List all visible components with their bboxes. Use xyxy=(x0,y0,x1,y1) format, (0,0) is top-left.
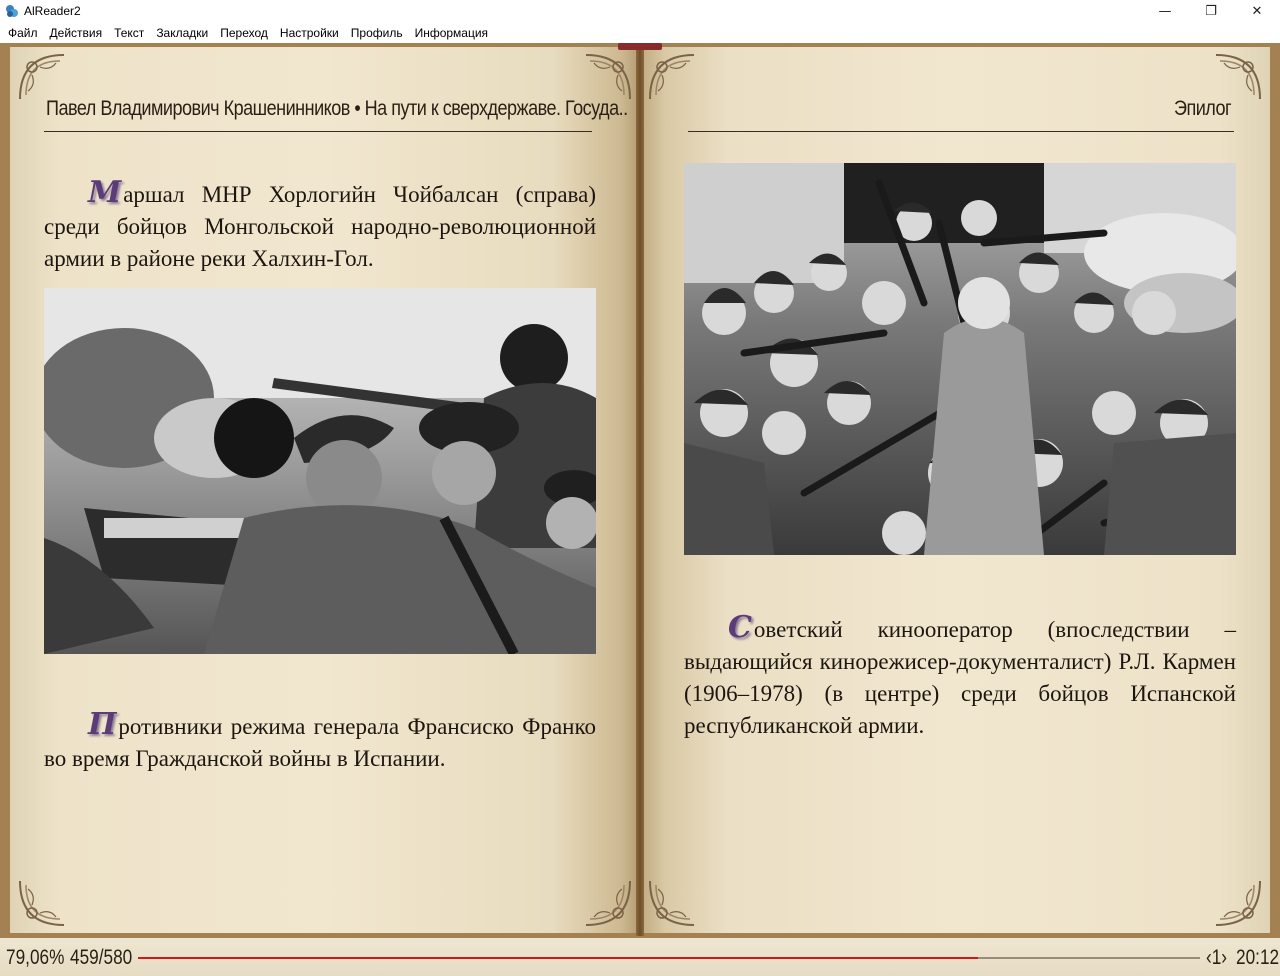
menu-file[interactable]: Файл xyxy=(8,25,38,40)
reading-progress-bar[interactable] xyxy=(138,957,1200,959)
ornament-corner-icon xyxy=(582,51,634,103)
drop-cap: С xyxy=(728,610,752,645)
paragraph-text: ротивники режима генерала Франсиско Франко во время Гражданской войны в Испании. xyxy=(44,714,596,771)
menu-bookmarks[interactable]: Закладки xyxy=(156,25,209,40)
minimize-button[interactable]: — xyxy=(1158,3,1172,19)
paragraph-text: оветский кинооператор (впоследствии – выдающийся кинорежисер-документалист) Р.Л. Кармен (1906–1978) (в центре) среди бойцов Испанской республиканской армии. xyxy=(684,617,1236,738)
maximize-button[interactable]: ❐ xyxy=(1205,3,1217,19)
ornament-corner-icon xyxy=(646,877,698,929)
menu-info[interactable]: Информация xyxy=(414,25,489,40)
bookmark-ribbon xyxy=(618,43,662,50)
clock: 20:12 xyxy=(1236,946,1280,969)
header-rule xyxy=(44,131,592,132)
left-page[interactable] xyxy=(10,47,640,933)
menu-actions[interactable]: Действия xyxy=(49,25,103,40)
book-spine xyxy=(636,43,644,936)
drop-cap: М xyxy=(88,175,122,210)
window-title: AlReader2 xyxy=(24,4,81,18)
paragraph-caption-karmen xyxy=(684,612,1236,742)
menu-navigate[interactable]: Переход xyxy=(220,25,268,40)
ornament-corner-icon xyxy=(16,51,68,103)
reading-percent: 79,06% xyxy=(6,946,65,969)
running-head-chapter: Эпилог xyxy=(1174,97,1232,120)
paragraph-text: аршал МНР Хорлогийн Чойбалсан (справа) среди бойцов Монгольской народно-революционной армии в районе реки Халхин-Гол. xyxy=(44,182,596,271)
title-bar xyxy=(0,0,1280,22)
close-button[interactable]: ✕ xyxy=(1251,3,1263,19)
paragraph-caption-mongolia xyxy=(44,177,596,275)
running-head-author-title: Павел Владимирович Крашенинников • На пути к сверхдержаве. Госуда.. xyxy=(46,97,628,120)
book-view[interactable] xyxy=(0,43,1280,936)
menu-profile[interactable]: Профиль xyxy=(350,25,403,40)
ornament-corner-icon xyxy=(1212,877,1264,929)
page-indicator[interactable]: ‹1› xyxy=(1206,946,1228,969)
ornament-corner-icon xyxy=(646,51,698,103)
right-page[interactable] xyxy=(640,47,1270,933)
reading-progress-fill xyxy=(138,957,978,959)
menu-settings[interactable]: Настройки xyxy=(279,25,339,40)
status-bar xyxy=(0,936,1280,976)
page-count: 459/580 xyxy=(70,946,133,969)
paragraph-caption-spain xyxy=(44,709,596,775)
drop-cap: П xyxy=(88,707,117,742)
ornament-corner-icon xyxy=(582,877,634,929)
menu-text[interactable]: Текст xyxy=(114,25,145,40)
ornament-corner-icon xyxy=(16,877,68,929)
app-icon xyxy=(4,3,20,19)
menu-bar xyxy=(0,22,1280,43)
photo-soldiers-machine-gun xyxy=(44,288,596,654)
header-rule xyxy=(688,131,1234,132)
ornament-corner-icon xyxy=(1212,51,1264,103)
photo-republican-soldiers xyxy=(684,163,1236,555)
